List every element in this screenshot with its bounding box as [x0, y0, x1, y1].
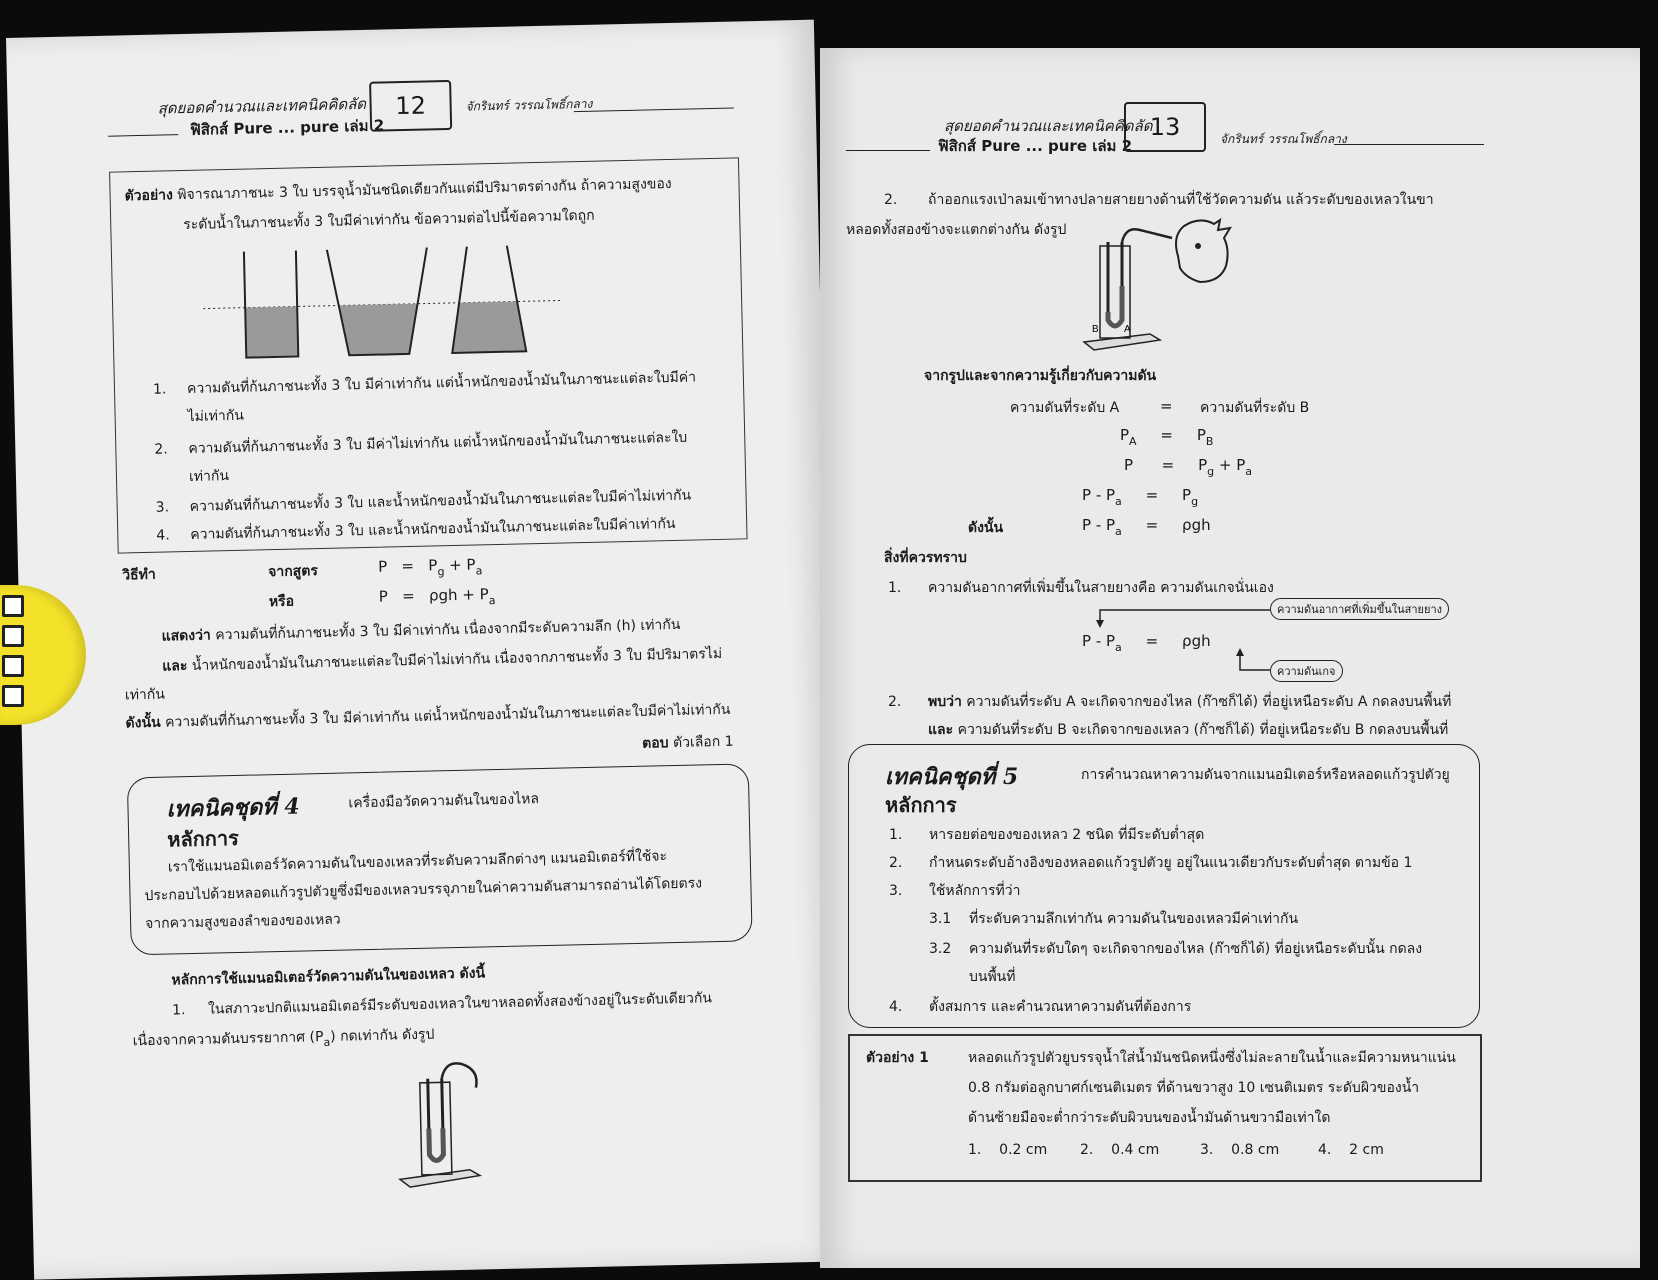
usage-item-line1: ในสภาวะปกติแมนอมิเตอร์มีระดับของเหลวในขาหลอดทั้งสองข้างอยู่ในระดับเดียวกัน [207, 990, 713, 1018]
technique-5-title: เทคนิคชุดที่ 5 [885, 764, 1019, 790]
option-1-text: 0.2 cm [999, 1142, 1048, 1158]
intro-number: 2. [884, 192, 898, 208]
air-pressure-arrow [1100, 610, 1270, 622]
rubber-hose [441, 1063, 476, 1089]
example-1-line2: 0.8 กรัมต่อลูกบาศก์เซนติเมตร ที่ด้านขวาสูง 10 เซนติเมตร ระดับผิวของน้ำ [968, 1080, 1420, 1096]
header-rule-right [1334, 144, 1484, 145]
equals-sign: = [1160, 397, 1173, 415]
option-1-number: 1. [968, 1142, 982, 1158]
header-title: สุดยอดคำนวณและเทคนิคคิดลัด [157, 94, 367, 118]
manometer-base [400, 1170, 480, 1188]
choice-1-line2: ไม่เท่ากัน [187, 407, 245, 425]
equation-left-text: ความดันที่ระดับ A [1010, 400, 1120, 416]
and-label: และ [162, 658, 188, 675]
choice-1-number: 1. [152, 381, 167, 398]
and-label: และ [928, 722, 954, 738]
know-2-line2: ความดันที่ระดับ B จะเกิดจากของเหลว (ก๊าซก็ได้) ที่อยู่เหนือระดับ B กดลงบนพื้นที่ [957, 722, 1449, 738]
intro-line2: หลอดทั้งสองข้างจะแตกต่างกัน ดังรูป [846, 222, 1067, 238]
header-rule-right [574, 108, 734, 113]
choice-4-line1: ความดันที่ก้นภาชนะทั้ง 3 ใบ และน้ำหนักของน้ำมันในภาชนะแต่ละใบมีค่าเท่ากัน [190, 515, 676, 543]
sub-item-3-1: ที่ระดับความลึกเท่ากัน ความดันในของเหลวมีค่าเท่ากัน [969, 911, 1299, 927]
header-subtitle: ฟิสิกส์ Pure ... pure เล่ม 2 [938, 137, 1133, 155]
example-1-box [848, 1034, 1482, 1182]
from-figure-heading: จากรูปและจากความรู้เกี่ยวกับความดัน [924, 368, 1157, 384]
choice-3-line1: ความดันที่ก้นภาชนะทั้ง 3 ใบ และน้ำหนักของน้ำมันในภาชนะแต่ละใบมีค่าไม่เท่ากัน [189, 487, 692, 515]
air-pressure-label: ความดันอากาศที่เพิ่มขึ้นในสายยาง [1270, 598, 1449, 620]
know-2-line1: ความดันที่ระดับ A จะเกิดจากของไหล (ก๊าซก็ได้) ที่อยู่เหนือระดับ A กดลงบนพื้นที่ [966, 694, 1452, 710]
header-rule [108, 134, 178, 137]
technique-5-item-1: หารอยต่อของของเหลว 2 ชนิด ที่มีระดับต่ำสุด [929, 827, 1205, 843]
technique-5-item-2: กำหนดระดับอ้างอิงของหลอดแก้วรูปตัวยู อยู่ในแนวเดียวกับระดับต่ำสุด ตามข้อ 1 [929, 855, 1413, 871]
gauge-pressure-label: ความดันเกจ [1270, 660, 1343, 682]
manometer-figure [389, 1057, 512, 1190]
equation-line-4: P - $P_a$ = $P_g$ [1082, 486, 1199, 508]
clip-hole [2, 685, 24, 707]
technique-4-principle: หลักการ [166, 825, 240, 852]
answer-text: ตัวเลือก 1 [672, 733, 734, 752]
equation-line-2: $P_A$ = $P_B$ [1120, 426, 1214, 448]
page-number: 12 [369, 80, 452, 132]
technique-4-box [127, 763, 753, 955]
choice-3-number: 3. [155, 499, 170, 516]
page-number: 13 [1124, 102, 1206, 152]
eye [1195, 243, 1201, 249]
answer-label: ตอบ [641, 735, 669, 752]
technique-5-item-3: ใช้หลักการที่ว่า [929, 883, 1021, 899]
and-text-continued: เท่ากัน [124, 686, 166, 704]
choice-4-number: 4. [156, 527, 170, 544]
from-formula-label: จากสูตร [268, 563, 319, 581]
header-author: จักรินทร์ วรรณโพธิ์กลาง [465, 96, 593, 114]
technique-5-item-2-number: 2. [889, 855, 903, 871]
sub-item-3-2-number: 3.2 [929, 941, 952, 957]
choice-2-number: 2. [154, 441, 168, 458]
example-box [109, 157, 748, 553]
formula-line-1: $P = P_g + P_a$ [377, 555, 483, 579]
know-2-number: 2. [888, 694, 902, 710]
rubber-hose [1122, 229, 1172, 242]
option-4-number: 4. [1318, 1142, 1332, 1158]
technique-5-item-4-number: 4. [889, 999, 903, 1015]
header-author: จักรินทร์ วรรณโพธิ์กลาง [1220, 132, 1347, 146]
technique-5-desc: การคำนวณหาความดันจากแมนอมิเตอร์หรือหลอดแก้วรูปตัวยู [1081, 767, 1450, 783]
know-1-text: ความดันอากาศที่เพิ่มขึ้นในสายยางคือ ความดันเกจนั่นเอง [928, 580, 1274, 596]
technique-4-desc: เครื่องมือวัดความดันในของไหล [348, 791, 540, 812]
example-1-line3: ด้านซ้ายมือจะต่ำกว่าระดับผิวบนของน้ำมันด้านขวามือเท่าใด [968, 1110, 1331, 1126]
usage-item-number: 1. [171, 1002, 186, 1019]
technique-5-principle: หลักการ [885, 793, 957, 817]
example-1-label: ตัวอย่าง 1 [866, 1050, 929, 1066]
blowing-manometer-figure [1080, 216, 1260, 356]
person-head [1176, 220, 1230, 282]
u-tube-liquid [429, 1128, 444, 1160]
technique-4-body-line3: จากความสูงของลำของของเหลว [144, 911, 341, 933]
u-tube-liquid [1108, 286, 1122, 326]
intro-line1: ถ้าออกแรงเป่าลมเข้าทางปลายสายยางด้านที่ใช้วัดความดัน แล้วระดับของเหลวในขา [928, 192, 1434, 208]
technique-5-item-3-number: 3. [889, 883, 903, 899]
therefore-label: ดังนั้น [125, 714, 161, 732]
technique-5-box [848, 744, 1480, 1028]
clip-hole [2, 595, 24, 617]
therefore-text: ความดันที่ก้นภาชนะทั้ง 3 ใบ มีค่าเท่ากัน แต่น้ำหนักของน้ำมันในภาชนะแต่ละใบมีค่าไม่เท่ากัน [164, 701, 731, 731]
gauge-pressure-arrow [1240, 654, 1270, 670]
arrowhead [1236, 648, 1244, 656]
equation-right-text: ความดันที่ระดับ B [1200, 400, 1310, 416]
three-vessels-figure [202, 234, 575, 362]
clip-hole [2, 625, 24, 647]
usage-item-line2-sub: a [323, 1035, 331, 1050]
show-text: ความดันที่ก้นภาชนะทั้ง 3 ใบ มีค่าเท่ากัน เนื่องจากมีระดับความลึก (h) เท่ากัน [215, 616, 681, 644]
option-2-number: 2. [1080, 1142, 1094, 1158]
technique-5-item-4: ตั้งสมการ และคำนวณหาความดันที่ต้องการ [929, 999, 1192, 1015]
technique-5-item-1-number: 1. [889, 827, 903, 843]
show-label: แสดงว่า [161, 627, 212, 645]
vessel-1-liquid [245, 306, 298, 357]
vessel-3-liquid [451, 301, 526, 353]
example-1-line1: หลอดแก้วรูปตัวยูบรรจุน้ำใส่น้ำมันชนิดหนึ่งซึ่งไม่ละลายในน้ำและมีความหนาแน่น [968, 1050, 1456, 1066]
usage-item-line2-end: ) กดเท่ากัน ดังรูป [330, 1026, 435, 1045]
example-question-line1: พิจารณาภาชนะ 3 ใบ บรรจุน้ำมันชนิดเดียวกันแต่มีปริมาตรต่างกัน ถ้าความสูงของ [177, 175, 672, 204]
level-a-label: A [1124, 324, 1131, 335]
right-page [820, 48, 1640, 1268]
and-text: น้ำหนักของน้ำมันในภาชนะแต่ละใบมีค่าไม่เท่ากัน เนื่องจากภาชนะทั้ง 3 ใบ มีปริมาตรไม่ [191, 645, 723, 674]
arrowhead [1096, 620, 1104, 628]
technique-4-title: เทคนิคชุดที่ 4 [166, 793, 300, 823]
usage-heading: หลักการใช้แมนอมิเตอร์วัดความดันในของเหลว ดังนี้ [171, 965, 486, 989]
choice-2-line2: เท่ากัน [188, 468, 230, 485]
therefore-label: ดังนั้น [968, 520, 1004, 536]
sub-item-3-2-line1: ความดันที่ระดับใดๆ จะเกิดจากของไหล (ก๊าซก็ได้) ที่อยู่เหนือระดับนั้น กดลง [969, 941, 1423, 957]
technique-4-body-line1: เราใช้แมนอมิเตอร์วัดความดันในของเหลวที่ระดับความลึกต่างๆ แมนอมิเตอร์ที่ใช้จะ [167, 848, 668, 876]
technique-4-body-line2: ประกอบไปด้วยหลอดแก้วรูปตัวยูซึ่งมีของเหลวบรรจุภายในค่าความดันสามารถอ่านได้โดยตรง [144, 875, 703, 905]
example-label: ตัวอย่าง [124, 187, 174, 205]
header-rule [846, 150, 930, 151]
found-label: พบว่า [928, 694, 962, 710]
vessel-2-liquid [338, 304, 419, 356]
header-title: สุดยอดคำนวณและเทคนิคคิดลัด [944, 117, 1153, 135]
choice-1-line1: ความดันที่ก้นภาชนะทั้ง 3 ใบ มีค่าเท่ากัน แต่น้ำหนักของน้ำมันในภาชนะแต่ละใบมีค่า [186, 369, 697, 397]
clip-hole [2, 655, 24, 677]
left-page [6, 20, 842, 1280]
example-question-line2: ระดับน้ำในภาชนะทั้ง 3 ใบมีค่าเท่ากัน ข้อความต่อไปนี้ข้อความใดถูก [183, 207, 595, 234]
option-3-text: 0.8 cm [1231, 1142, 1280, 1158]
option-4-text: 2 cm [1349, 1142, 1384, 1158]
sub-item-3-2-line2: บนพื้นที่ [969, 969, 1016, 985]
usage-item-line2: เนื่องจากความดันบรรยากาศ (P [132, 1029, 324, 1050]
choice-2-line1: ความดันที่ก้นภาชนะทั้ง 3 ใบ มีค่าไม่เท่ากัน แต่น้ำหนักของน้ำมันในภาชนะแต่ละใบ [188, 429, 688, 457]
option-2-text: 0.4 cm [1111, 1142, 1160, 1158]
manometer-base [1084, 334, 1160, 350]
solution-label: วิธีทำ [122, 566, 156, 584]
or-label: หรือ [268, 593, 295, 611]
equation-line-5: P - $P_a$ = ρgh [1082, 516, 1211, 538]
sub-item-3-1-number: 3.1 [929, 911, 952, 927]
gauge-equation: P - $P_a$ = ρgh [1082, 632, 1211, 654]
know-1-number: 1. [888, 580, 902, 596]
option-3-number: 3. [1200, 1142, 1214, 1158]
header-subtitle: ฟิสิกส์ Pure ... pure เล่ม 2 [189, 116, 385, 139]
level-b-label: B [1092, 324, 1099, 335]
equation-line-3: P = $P_g + P_a$ [1124, 456, 1252, 478]
formula-line-2: $P = \rho gh + P_a$ [378, 585, 496, 608]
should-know-heading: สิ่งที่ควรทราบ [884, 550, 967, 566]
